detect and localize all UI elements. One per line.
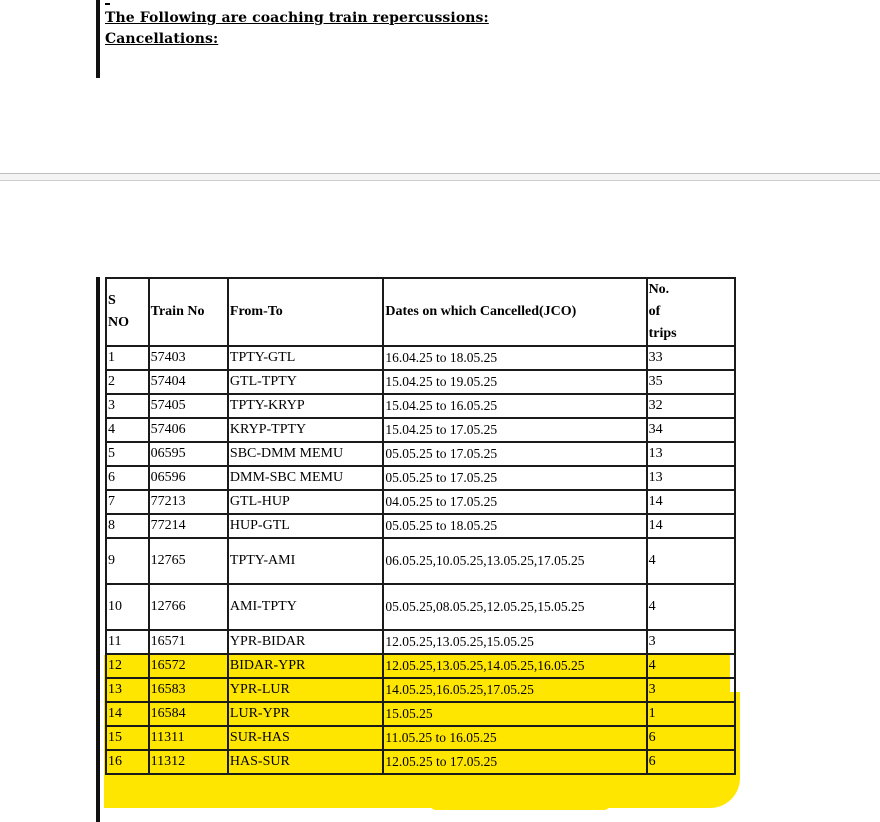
cell-train-no: 57404 — [149, 370, 228, 394]
table-row — [106, 750, 735, 774]
table-row — [106, 442, 735, 466]
cell-dates: 11.05.25 to 16.05.25 — [383, 726, 646, 750]
table-row — [106, 702, 735, 726]
cell-sno: 16 — [106, 750, 149, 774]
table-header-row — [106, 278, 735, 346]
col-header-trips-line2: of — [648, 304, 661, 319]
cell-train-no: 77214 — [149, 514, 228, 538]
cell-sno: 4 — [106, 418, 149, 442]
cell-from-to: BIDAR-YPR — [228, 654, 383, 678]
cell-train-no: 11311 — [149, 726, 228, 750]
cell-dates: 15.04.25 to 17.05.25 — [383, 418, 646, 442]
cell-from-to: GTL-TPTY — [228, 370, 383, 394]
cell-trips: 6 — [647, 726, 735, 750]
cell-trips: 13 — [647, 466, 735, 490]
table-row — [106, 346, 735, 370]
cell-from-to: YPR-LUR — [228, 678, 383, 702]
cell-dates: 06.05.25,10.05.25,13.05.25,17.05.25 — [383, 538, 646, 584]
page-break — [0, 173, 880, 181]
cell-train-no: 06595 — [149, 442, 228, 466]
col-header-trips-line3: trips — [648, 326, 677, 341]
cell-trips: 6 — [647, 750, 735, 774]
table-row — [106, 514, 735, 538]
col-header-dates: Dates on which Cancelled(JCO) — [383, 278, 646, 346]
cell-dates: 05.05.25 to 17.05.25 — [383, 442, 646, 466]
cell-sno: 7 — [106, 490, 149, 514]
cell-trips: 35 — [647, 370, 735, 394]
cell-trips: 4 — [647, 654, 735, 678]
cell-train-no: 06596 — [149, 466, 228, 490]
cell-train-no: 57403 — [149, 346, 228, 370]
cell-trips: 34 — [647, 418, 735, 442]
cell-from-to: HAS-SUR — [228, 750, 383, 774]
cell-dates: 12.05.25,13.05.25,14.05.25,16.05.25 — [383, 654, 646, 678]
table-row — [106, 418, 735, 442]
cell-trips: 13 — [647, 442, 735, 466]
cell-from-to: DMM-SBC MEMU — [228, 466, 383, 490]
left-margin-bar-bottom — [96, 277, 100, 822]
cell-from-to: KRYP-TPTY — [228, 418, 383, 442]
cell-sno: 10 — [106, 584, 149, 630]
cell-dates: 15.04.25 to 16.05.25 — [383, 394, 646, 418]
cell-trips: 4 — [647, 538, 735, 584]
cell-train-no: 12766 — [149, 584, 228, 630]
cell-from-to: AMI-TPTY — [228, 584, 383, 630]
cell-trips: 14 — [647, 514, 735, 538]
section-heading: The Following are coaching train repercussions: — [105, 10, 489, 26]
table-row — [106, 394, 735, 418]
cell-sno: 12 — [106, 654, 149, 678]
cell-trips: 1 — [647, 702, 735, 726]
cell-train-no: 16571 — [149, 630, 228, 654]
cell-dates: 05.05.25 to 18.05.25 — [383, 514, 646, 538]
cell-dates: 05.05.25 to 17.05.25 — [383, 466, 646, 490]
cell-dates: 14.05.25,16.05.25,17.05.25 — [383, 678, 646, 702]
cell-sno: 6 — [106, 466, 149, 490]
cell-dates: 15.05.25 — [383, 702, 646, 726]
cell-sno: 5 — [106, 442, 149, 466]
cell-from-to: HUP-GTL — [228, 514, 383, 538]
cell-from-to: LUR-YPR — [228, 702, 383, 726]
cell-from-to: YPR-BIDAR — [228, 630, 383, 654]
col-header-trips-line1: No. — [648, 282, 670, 297]
cell-train-no: 57406 — [149, 418, 228, 442]
cell-trips: 33 — [647, 346, 735, 370]
cell-from-to: SBC-DMM MEMU — [228, 442, 383, 466]
cell-sno: 8 — [106, 514, 149, 538]
cell-dates: 12.05.25,13.05.25,15.05.25 — [383, 630, 646, 654]
cell-trips: 3 — [647, 678, 735, 702]
table-row — [106, 678, 735, 702]
cell-train-no: 16572 — [149, 654, 228, 678]
cell-from-to: TPTY-AMI — [228, 538, 383, 584]
cell-sno: 1 — [106, 346, 149, 370]
col-header-sno-line2: NO — [108, 315, 129, 330]
cell-train-no: 16584 — [149, 702, 228, 726]
cell-sno: 13 — [106, 678, 149, 702]
left-margin-bar-top — [96, 0, 100, 78]
table-row — [106, 490, 735, 514]
col-header-from-to: From-To — [228, 278, 383, 346]
cell-trips: 4 — [647, 584, 735, 630]
cell-dates: 05.05.25,08.05.25,12.05.25,15.05.25 — [383, 584, 646, 630]
cell-from-to: GTL-HUP — [228, 490, 383, 514]
cell-from-to: TPTY-KRYP — [228, 394, 383, 418]
cell-train-no: 16583 — [149, 678, 228, 702]
subsection-heading: Cancellations: — [105, 31, 219, 47]
cell-dates: 12.05.25 to 17.05.25 — [383, 750, 646, 774]
cell-trips: 3 — [647, 630, 735, 654]
cell-sno: 14 — [106, 702, 149, 726]
cell-trips: 32 — [647, 394, 735, 418]
dash-mark — [105, 3, 110, 5]
cell-dates: 15.04.25 to 19.05.25 — [383, 370, 646, 394]
table-row — [106, 370, 735, 394]
cell-sno: 2 — [106, 370, 149, 394]
cell-dates: 16.04.25 to 18.05.25 — [383, 346, 646, 370]
table-row — [106, 584, 735, 630]
col-header-train-no: Train No — [149, 278, 228, 346]
col-header-sno-line1: S — [108, 293, 116, 308]
col-header-trips — [647, 278, 735, 346]
cell-train-no: 77213 — [149, 490, 228, 514]
cell-sno: 3 — [106, 394, 149, 418]
table-row — [106, 654, 735, 678]
table-row — [106, 538, 735, 584]
cell-sno: 9 — [106, 538, 149, 584]
cell-from-to: SUR-HAS — [228, 726, 383, 750]
cell-train-no: 11312 — [149, 750, 228, 774]
cell-train-no: 12765 — [149, 538, 228, 584]
table-row — [106, 466, 735, 490]
cell-sno: 15 — [106, 726, 149, 750]
highlight-mark — [430, 796, 610, 810]
table-row — [106, 726, 735, 750]
cancellations-table — [105, 277, 736, 775]
col-header-sno — [106, 278, 149, 346]
cell-from-to: TPTY-GTL — [228, 346, 383, 370]
cell-train-no: 57405 — [149, 394, 228, 418]
cell-trips: 14 — [647, 490, 735, 514]
cell-sno: 11 — [106, 630, 149, 654]
cell-dates: 04.05.25 to 17.05.25 — [383, 490, 646, 514]
table-row — [106, 630, 735, 654]
